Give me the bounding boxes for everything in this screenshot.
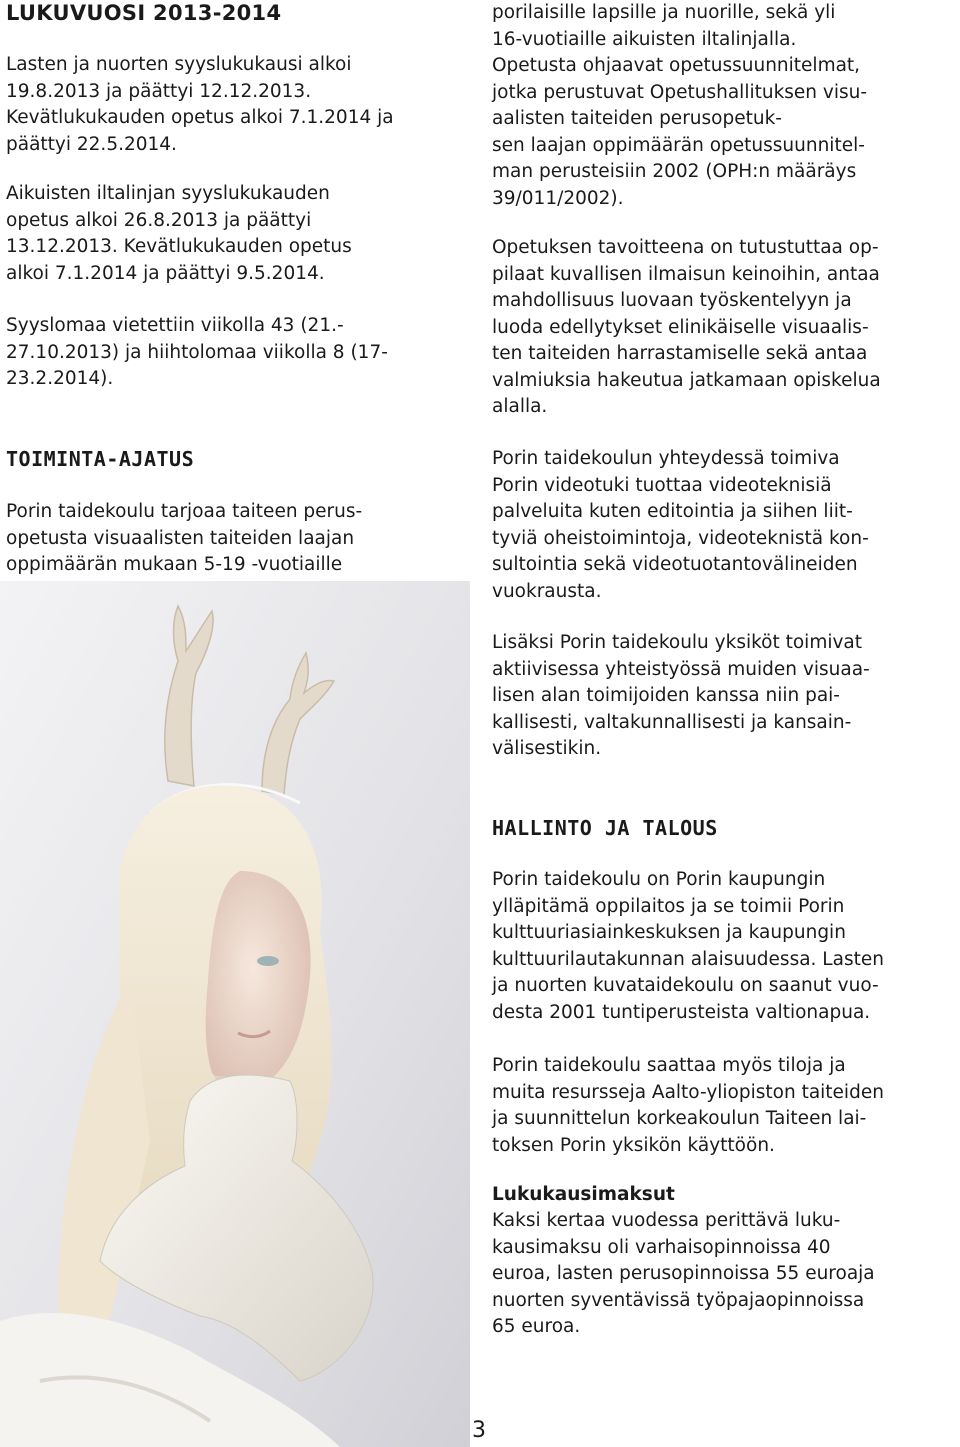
term-dates-paragraph: Lasten ja nuorten syyslukukausi alkoi 19.8.2013 ja päättyi 12.12.2013. Kevätlukukauden opetus alkoi 7.1.2014 ja päättyi 22.5.2014. (6, 54, 394, 155)
mission-continued-paragraph: porilaisille lapsille ja nuorille, sekä yli 16-vuotiaille aikuisten iltalinjalla. Opetusta ohjaavat opetussuunnitelmat, jotka perustuvat Opetushallituksen visu- aalisten taiteiden perusopetuk- sen laajan oppimäärän opetussuunnitel- man perusteisiin 2002 (OPH:n määräys 39/011/2002). (492, 2, 868, 209)
administration-paragraph: Porin taidekoulu on Porin kaupungin ylläpitämä oppilaitos ja se toimii Porin kulttuuriasiainkeskuksen ja kaupungin kulttuurilautakunnan alaisuudessa. Lasten ja nuorten kuvataidekoulu on saanut vuo- desta 2001 tuntiperusteista valtionapua. (492, 869, 884, 1023)
student-artwork-photo (0, 581, 470, 1447)
page-number: 3 (472, 1418, 486, 1443)
tuition-fees-heading: Lukukausimaksut (492, 1184, 675, 1205)
facilities-paragraph: Porin taidekoulu saattaa myös tiloja ja muita resursseja Aalto-yliopiston taiteiden ja suunnittelun korkeakoulun Taiteen lai- toksen Porin yksikön käyttöön. (492, 1055, 884, 1156)
page-title: LUKUVUOSI 2013-2014 (6, 1, 282, 25)
section-heading-hallinto: HALLINTO JA TALOUS (492, 816, 718, 840)
videotuki-paragraph: Porin taidekoulun yhteydessä toimiva Porin videotuki tuottaa videoteknisiä palveluita kuten editointia ja siihen liit- tyviä oheistoimintoja, videoteknistä kon- sultointia sekä videotuotantovälineiden vuokrausta. (492, 448, 869, 602)
tuition-fees-paragraph: Kaksi kertaa vuodessa perittävä luku- kausimaksu oli varhaisopinnoissa 40 euroa, lasten perusopinnoissa 55 euroaja nuorten syventävissä työpajaopinnoissa 65 euroa. (492, 1210, 875, 1337)
objectives-paragraph: Opetuksen tavoitteena on tutustuttaa op- pilaat kuvallisen ilmaisun keinoihin, antaa mahdollisuus luovaan työskentelyyn ja luoda edellytykset elinikäiselle visuaalis- ten taiteiden harrastamiselle sekä antaa valmiuksia hakeutua jatkamaan opiskelua alalla. (492, 237, 881, 417)
holiday-paragraph: Syyslomaa vietettiin viikolla 43 (21.- 27.10.2013) ja hiihtolomaa viikolla 8 (17- 23.2.2014). (6, 315, 388, 389)
adult-term-paragraph: Aikuisten iltalinjan syyslukukauden opetus alkoi 26.8.2013 ja päättyi 13.12.2013. Kevätlukukauden opetus alkoi 7.1.2014 ja päättyi 9.5.2014. (6, 183, 352, 284)
mission-paragraph: Porin taidekoulu tarjoaa taiteen perus- opetusta visuaalisten taiteiden laajan oppimäärän mukaan 5-19 -vuotiaille (6, 501, 363, 575)
section-heading-toiminta-ajatus: TOIMINTA-AJATUS (6, 447, 195, 471)
cooperation-paragraph: Lisäksi Porin taidekoulu yksiköt toimivat aktiivisessa yhteistyössä muiden visuaa- lisen alan toimijoiden kanssa niin pai- kallisesti, valtakunnallisesti ja kansain- välisestikin. (492, 632, 870, 759)
